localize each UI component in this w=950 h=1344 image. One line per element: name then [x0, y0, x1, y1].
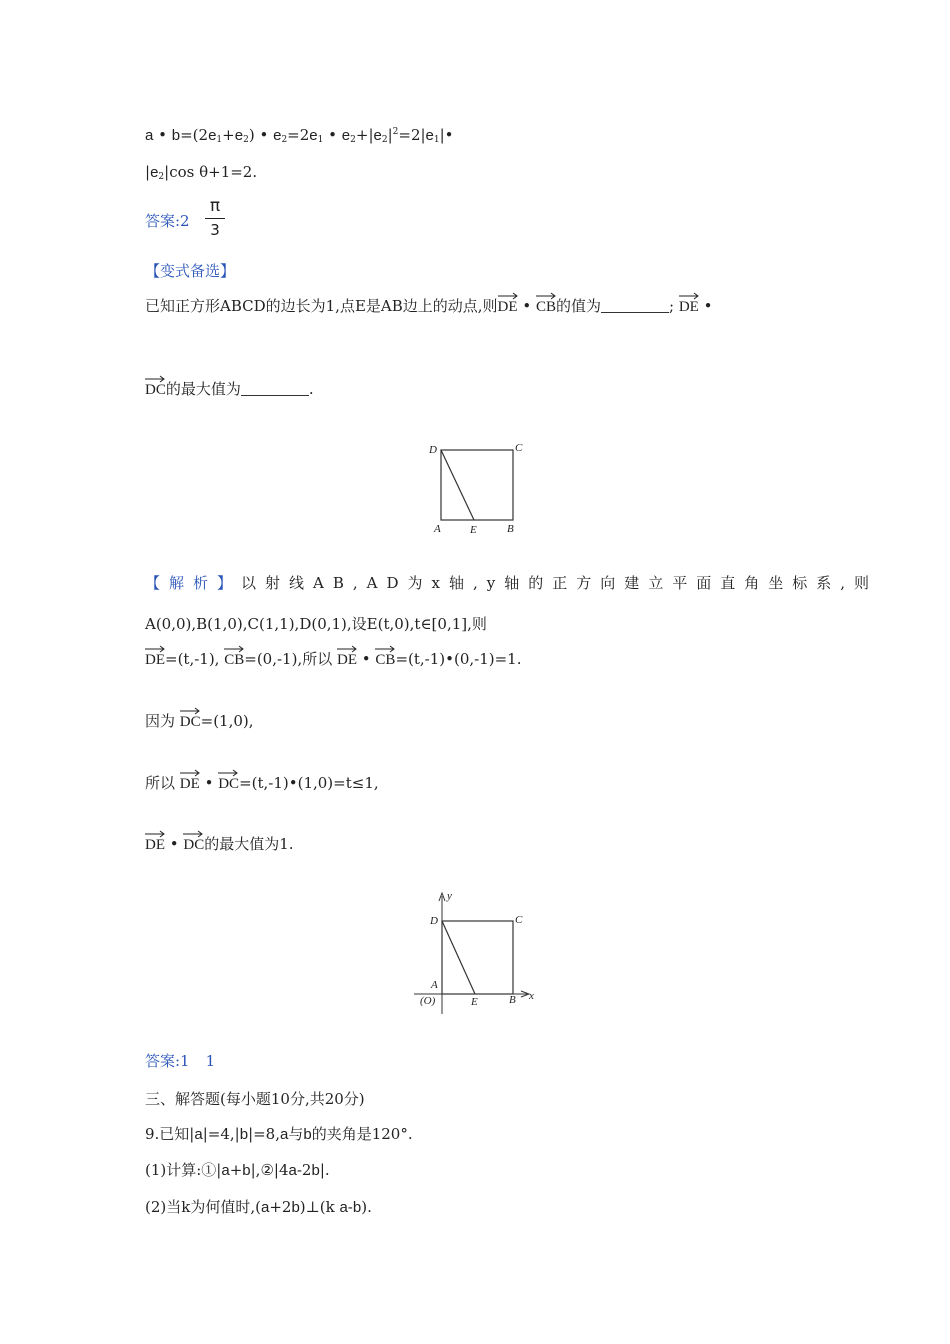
- vector-e: e: [273, 127, 282, 144]
- vector-arrow-icon: [180, 707, 200, 715]
- fraction-bar: [205, 218, 225, 219]
- text-run: ): [248, 126, 255, 144]
- subscript: 1: [216, 135, 223, 145]
- label-y: y: [447, 890, 452, 902]
- text-run: =(0,-1),所以: [244, 650, 333, 668]
- vector-label: DC: [218, 776, 240, 792]
- vector-label: DE: [497, 299, 518, 315]
- text-run: =2|: [398, 126, 426, 144]
- dot-operator: •: [259, 126, 269, 144]
- dot-operator: •: [169, 835, 179, 853]
- vector-label: CB: [375, 652, 396, 668]
- vector-dc: [180, 707, 201, 731]
- vector-e: e: [234, 127, 244, 144]
- solution-line-3: [145, 645, 521, 669]
- answer-2: [145, 1050, 215, 1071]
- subscript: 1: [433, 135, 440, 145]
- vector-label: DE: [678, 299, 699, 315]
- text-run: +2: [269, 1198, 292, 1216]
- label-d: D: [429, 444, 437, 456]
- label-a: A: [431, 979, 438, 991]
- text-run: |cos θ+1=2.: [164, 163, 258, 181]
- label-e: E: [471, 996, 478, 1008]
- vector-arrow-icon: [679, 292, 699, 300]
- fraction-pi-over-3: [205, 196, 225, 239]
- fraction-denominator: 3: [210, 221, 220, 239]
- vector-label: DC: [179, 714, 201, 730]
- derivation-line-1: [145, 126, 454, 145]
- label-a: A: [434, 523, 441, 535]
- text-run: (1)计算:①|: [145, 1161, 222, 1179]
- text-run: =2: [287, 126, 310, 144]
- subscript: 2: [243, 135, 249, 145]
- vector-arrow-icon: [536, 292, 556, 300]
- dot-operator: •: [204, 774, 214, 792]
- solution-text: 以射线AB,AD为x轴,y轴的正方向建立平面直角坐标系,则: [241, 574, 878, 592]
- text-run: |=4,|: [202, 1125, 240, 1143]
- text-run: |,②|4: [250, 1161, 289, 1179]
- text-run: 9.已知|: [145, 1125, 195, 1143]
- text-run: |: [387, 126, 393, 144]
- vector-de: [145, 645, 165, 669]
- vector-cb: [224, 645, 244, 669]
- answer-blank: [241, 381, 309, 396]
- vector-arrow-icon: [183, 830, 203, 838]
- text-run: (2)当k为何值时,(: [145, 1198, 261, 1216]
- square-figure: [425, 438, 530, 538]
- vector-dc: [183, 830, 204, 854]
- vector-arrow-icon: [145, 645, 165, 653]
- question-9-stem: [145, 1123, 413, 1144]
- text-run: 与: [288, 1125, 304, 1143]
- text-run: |.: [319, 1161, 330, 1179]
- dot-operator: •: [361, 650, 371, 668]
- vector-dc: [145, 375, 166, 399]
- vector-de: [498, 292, 518, 316]
- text-run: |•: [439, 126, 454, 144]
- vector-label: DC: [183, 837, 205, 853]
- solution-line-5: [145, 769, 379, 793]
- answer-label: 答案:1: [145, 1052, 190, 1070]
- text-run: |: [145, 163, 151, 181]
- text-run: ).: [361, 1198, 372, 1216]
- vector-a: a: [288, 1162, 297, 1179]
- vector-de: [679, 292, 699, 316]
- text-run: =(1,0),: [200, 712, 254, 730]
- text-run: =(t,-1),: [165, 650, 220, 668]
- vector-arrow-icon: [218, 769, 238, 777]
- vector-de: [337, 645, 357, 669]
- vector-b: b: [291, 1199, 300, 1216]
- vector-arrow-icon: [145, 375, 165, 383]
- vector-arrow-icon: [337, 645, 357, 653]
- coordinate-figure: [412, 888, 542, 1018]
- label-c: C: [515, 914, 523, 926]
- vector-de: [145, 830, 165, 854]
- vector-b: b: [239, 1126, 249, 1143]
- vector-e: e: [341, 127, 351, 144]
- label-d: D: [430, 915, 438, 927]
- label-b: B: [509, 994, 516, 1006]
- label-e: E: [470, 524, 477, 536]
- text-run: -: [347, 1198, 353, 1216]
- dot-operator: •: [522, 297, 532, 315]
- label-b: B: [507, 523, 514, 535]
- label-o: (O): [420, 995, 436, 1007]
- vector-e: e: [208, 127, 217, 144]
- question-9-part-2: [145, 1196, 372, 1217]
- segment-de: [442, 921, 475, 994]
- vector-de: [180, 769, 200, 793]
- vector-b: b: [352, 1199, 362, 1216]
- text-run: =(2: [180, 126, 209, 144]
- text-run: 的夹角是120°.: [311, 1125, 413, 1143]
- square-abcd: [442, 921, 513, 994]
- problem-line-2: [145, 375, 314, 399]
- dot-operator: •: [703, 297, 713, 315]
- vector-arrow-icon: [375, 645, 395, 653]
- superscript: 2: [392, 127, 399, 137]
- problem-line-1: [145, 292, 712, 316]
- vector-arrow-icon: [224, 645, 244, 653]
- vector-a: a: [260, 1199, 270, 1216]
- variant-heading: 【变式备选】: [145, 262, 236, 280]
- subscript: 2: [350, 135, 356, 145]
- subscript: 2: [281, 135, 288, 145]
- solution-heading: 【解析】: [145, 574, 242, 592]
- vector-label: CB: [224, 652, 245, 668]
- vector-a: a: [194, 1126, 203, 1143]
- vector-a: a: [339, 1199, 348, 1216]
- subscript: 2: [381, 135, 388, 145]
- vector-b: b: [303, 1126, 312, 1143]
- text-run: =(t,-1)•(1,0)=t≤1,: [239, 774, 379, 792]
- dot-operator: •: [158, 126, 167, 144]
- vector-b: b: [171, 127, 181, 144]
- solution-line-1: [145, 572, 878, 593]
- text-run: +|: [355, 126, 374, 144]
- vector-label: DC: [145, 382, 166, 398]
- label-x: x: [529, 990, 534, 1002]
- derivation-line-2: [145, 163, 257, 182]
- problem-text: 已知正方形ABCD的边长为1,点E是AB边上的动点,则: [145, 297, 498, 315]
- question-9-part-1: [145, 1159, 330, 1180]
- vector-label: DE: [145, 652, 165, 668]
- vector-arrow-icon: [498, 292, 518, 300]
- vector-e: e: [309, 127, 318, 144]
- vector-label: DE: [337, 652, 357, 668]
- problem-text: 的值为: [555, 297, 601, 315]
- segment-de: [441, 450, 474, 520]
- vector-dc: [218, 769, 239, 793]
- solution-line-4: [145, 707, 254, 731]
- text-run: )⊥(k: [299, 1198, 340, 1216]
- text-run: 的最大值为1.: [204, 835, 294, 853]
- separator: ;: [668, 297, 675, 315]
- text-run: =(t,-1)•(0,-1)=1.: [395, 650, 522, 668]
- answer-label: 答案:2: [145, 212, 190, 230]
- answer-blank: [601, 298, 669, 313]
- text-run: +: [222, 126, 235, 144]
- solution-line-6: [145, 830, 294, 854]
- square-abcd: [441, 450, 513, 520]
- vector-a: a: [280, 1126, 289, 1143]
- dot-operator: •: [328, 126, 338, 144]
- problem-text: 的最大值为: [165, 380, 241, 398]
- vector-e: e: [373, 127, 382, 144]
- vector-label: DE: [145, 837, 165, 853]
- text-run: -2: [296, 1161, 312, 1179]
- vector-label: DE: [179, 776, 200, 792]
- vector-e: e: [150, 164, 159, 181]
- vector-cb: [536, 292, 556, 316]
- vector-cb: [375, 645, 395, 669]
- vector-e: e: [425, 127, 434, 144]
- vector-a: a: [221, 1162, 230, 1179]
- text-run: 因为: [145, 712, 176, 730]
- solution-line-2: A(0,0),B(1,0),C(1,1),D(0,1),设E(t,0),t∈[0,1],则: [145, 615, 487, 633]
- vector-b: b: [242, 1162, 251, 1179]
- subscript: 2: [158, 172, 165, 182]
- subscript: 1: [317, 135, 324, 145]
- label-c: C: [515, 442, 523, 454]
- text-run: 所以: [145, 774, 176, 792]
- section-heading: 三、解答题(每小题10分,共20分): [145, 1090, 365, 1108]
- text-run: +: [229, 1161, 243, 1179]
- answer-value: 1: [205, 1052, 216, 1070]
- vector-a: a: [145, 127, 154, 144]
- period: .: [308, 380, 314, 398]
- vector-b: b: [311, 1162, 320, 1179]
- fraction-numerator: π: [209, 196, 221, 216]
- vector-label: CB: [535, 299, 556, 315]
- vector-arrow-icon: [145, 830, 165, 838]
- text-run: |=8,: [248, 1125, 280, 1143]
- vector-arrow-icon: [180, 769, 200, 777]
